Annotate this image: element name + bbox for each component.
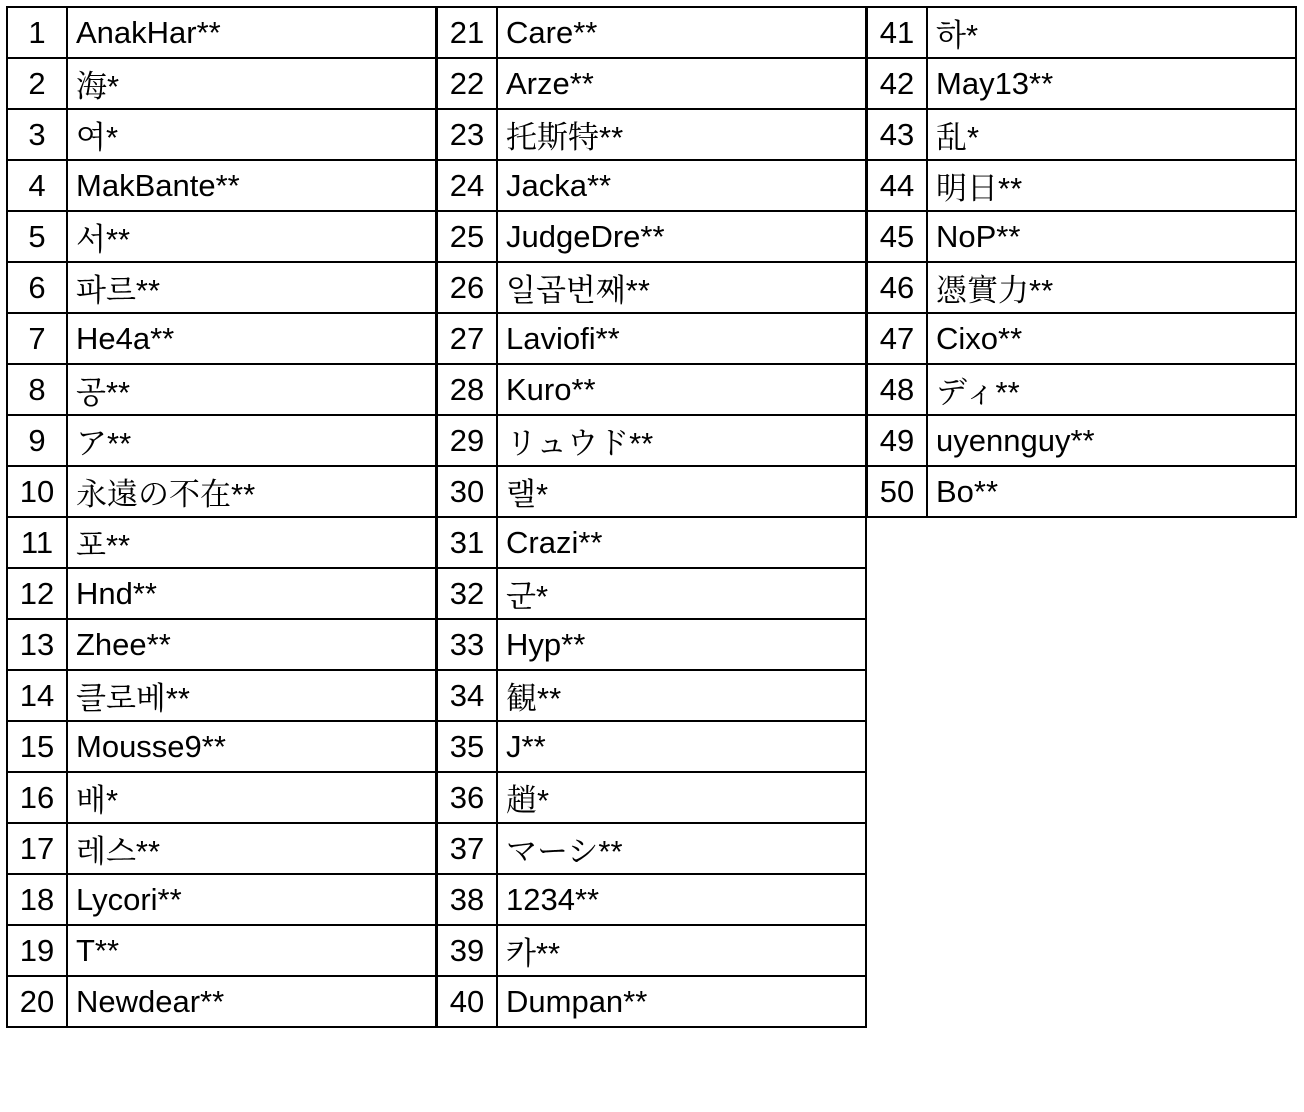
rank-cell: 23 [437,109,497,160]
rank-cell: 29 [437,415,497,466]
player-name-cell: Lycori** [67,874,436,925]
player-name-cell: 일곱번째** [497,262,866,313]
rank-cell: 12 [7,568,67,619]
player-name-cell: マーシ** [497,823,866,874]
table-row [437,976,866,1027]
player-name-cell: 공** [67,364,436,415]
rank-cell: 13 [7,619,67,670]
rank-cell: 25 [437,211,497,262]
rank-cell: 27 [437,313,497,364]
table-row [437,619,866,670]
rank-cell: 43 [867,109,927,160]
table-row [437,925,866,976]
table-row [7,976,436,1027]
table-row [7,211,436,262]
rank-cell: 44 [867,160,927,211]
player-name-cell: 托斯特** [497,109,866,160]
player-name-cell: Newdear** [67,976,436,1027]
player-name-cell: He4a** [67,313,436,364]
table-row [867,262,1296,313]
rank-cell: 38 [437,874,497,925]
table-row [7,568,436,619]
rank-cell: 45 [867,211,927,262]
player-name-cell: uyennguy** [927,415,1296,466]
table-row [867,364,1296,415]
winners-table-1 [6,6,437,1028]
player-name-cell: May13** [927,58,1296,109]
player-name-cell: T** [67,925,436,976]
player-name-cell: Jacka** [497,160,866,211]
player-name-cell: 군* [497,568,866,619]
rank-cell: 19 [7,925,67,976]
table-row [437,466,866,517]
player-name-cell: 明日** [927,160,1296,211]
rank-cell: 11 [7,517,67,568]
rank-cell: 35 [437,721,497,772]
player-name-cell: 憑實力** [927,262,1296,313]
table-row [437,721,866,772]
player-name-cell: 観** [497,670,866,721]
table-row [7,109,436,160]
rank-cell: 28 [437,364,497,415]
rank-cell: 4 [7,160,67,211]
table-row [7,925,436,976]
table-row [7,721,436,772]
table-row [7,262,436,313]
player-name-cell: ディ** [927,364,1296,415]
player-name-cell: 랠* [497,466,866,517]
player-name-cell: MakBante** [67,160,436,211]
table-row [867,415,1296,466]
player-name-cell: Arze** [497,58,866,109]
table-row [867,58,1296,109]
player-name-cell: Hyp** [497,619,866,670]
table-row [7,619,436,670]
table-row [867,313,1296,364]
player-name-cell: Hnd** [67,568,436,619]
player-name-cell: ア** [67,415,436,466]
rank-cell: 5 [7,211,67,262]
rank-cell: 7 [7,313,67,364]
player-name-cell: 카** [497,925,866,976]
player-name-cell: Mousse9** [67,721,436,772]
rank-cell: 47 [867,313,927,364]
table-row [7,313,436,364]
rank-cell: 42 [867,58,927,109]
player-name-cell: リュウド** [497,415,866,466]
table-row [437,517,866,568]
table-row [437,109,866,160]
table-row [7,415,436,466]
player-name-cell: NoP** [927,211,1296,262]
table-row [437,7,866,58]
rank-cell: 22 [437,58,497,109]
rank-cell: 20 [7,976,67,1027]
player-name-cell: Kuro** [497,364,866,415]
player-name-cell: 파르** [67,262,436,313]
table-row [867,160,1296,211]
player-name-cell: Bo** [927,466,1296,517]
player-name-cell: J** [497,721,866,772]
player-name-cell: 乱* [927,109,1296,160]
player-name-cell: 趙* [497,772,866,823]
rank-cell: 50 [867,466,927,517]
player-name-cell: Cixo** [927,313,1296,364]
rank-cell: 16 [7,772,67,823]
rank-cell: 34 [437,670,497,721]
rank-cell: 26 [437,262,497,313]
table-row [437,160,866,211]
table-row [437,415,866,466]
table-row [437,568,866,619]
rank-cell: 3 [7,109,67,160]
winners-table-3 [866,6,1297,518]
rank-cell: 32 [437,568,497,619]
rank-cell: 1 [7,7,67,58]
table-row [7,58,436,109]
rank-cell: 49 [867,415,927,466]
player-name-cell: Zhee** [67,619,436,670]
table-row [437,211,866,262]
rank-cell: 24 [437,160,497,211]
rank-cell: 21 [437,7,497,58]
winners-table-2 [436,6,867,1028]
table-row [437,874,866,925]
rank-cell: 41 [867,7,927,58]
table-row [437,313,866,364]
rank-cell: 40 [437,976,497,1027]
rank-cell: 36 [437,772,497,823]
player-name-cell: 레스** [67,823,436,874]
rank-cell: 8 [7,364,67,415]
player-name-cell: 서** [67,211,436,262]
table-row [867,211,1296,262]
rank-cell: 39 [437,925,497,976]
rank-cell: 46 [867,262,927,313]
table-row [437,364,866,415]
player-name-cell: Dumpan** [497,976,866,1027]
rank-cell: 33 [437,619,497,670]
rank-cell: 15 [7,721,67,772]
table-row [7,772,436,823]
table-row [7,364,436,415]
table-row [867,109,1296,160]
table-row [437,772,866,823]
table-row [437,670,866,721]
player-name-cell: 하* [927,7,1296,58]
table-row [7,874,436,925]
player-name-cell: Crazi** [497,517,866,568]
player-name-cell: 포** [67,517,436,568]
table-row [7,160,436,211]
player-name-cell: 永遠の不在** [67,466,436,517]
player-name-cell: JudgeDre** [497,211,866,262]
table-row [437,823,866,874]
table-row [7,466,436,517]
table-row [7,670,436,721]
table-row [437,262,866,313]
player-name-cell: 海* [67,58,436,109]
table-row [7,517,436,568]
rank-cell: 2 [7,58,67,109]
rank-cell: 30 [437,466,497,517]
rank-cell: 18 [7,874,67,925]
rank-cell: 9 [7,415,67,466]
winners-column-1 [6,6,437,1028]
table-row [7,7,436,58]
player-name-cell: AnakHar** [67,7,436,58]
table-row [867,466,1296,517]
player-name-cell: 클로베** [67,670,436,721]
rank-cell: 48 [867,364,927,415]
player-name-cell: Laviofi** [497,313,866,364]
rank-cell: 17 [7,823,67,874]
rank-cell: 37 [437,823,497,874]
winners-column-2 [436,6,867,1028]
player-name-cell: 배* [67,772,436,823]
table-row [437,58,866,109]
table-row [867,7,1296,58]
rank-cell: 14 [7,670,67,721]
player-name-cell: 여* [67,109,436,160]
player-name-cell: Care** [497,7,866,58]
table-row [7,823,436,874]
rank-cell: 31 [437,517,497,568]
rank-cell: 6 [7,262,67,313]
rank-cell: 10 [7,466,67,517]
winners-column-3 [866,6,1297,518]
player-name-cell: 1234** [497,874,866,925]
